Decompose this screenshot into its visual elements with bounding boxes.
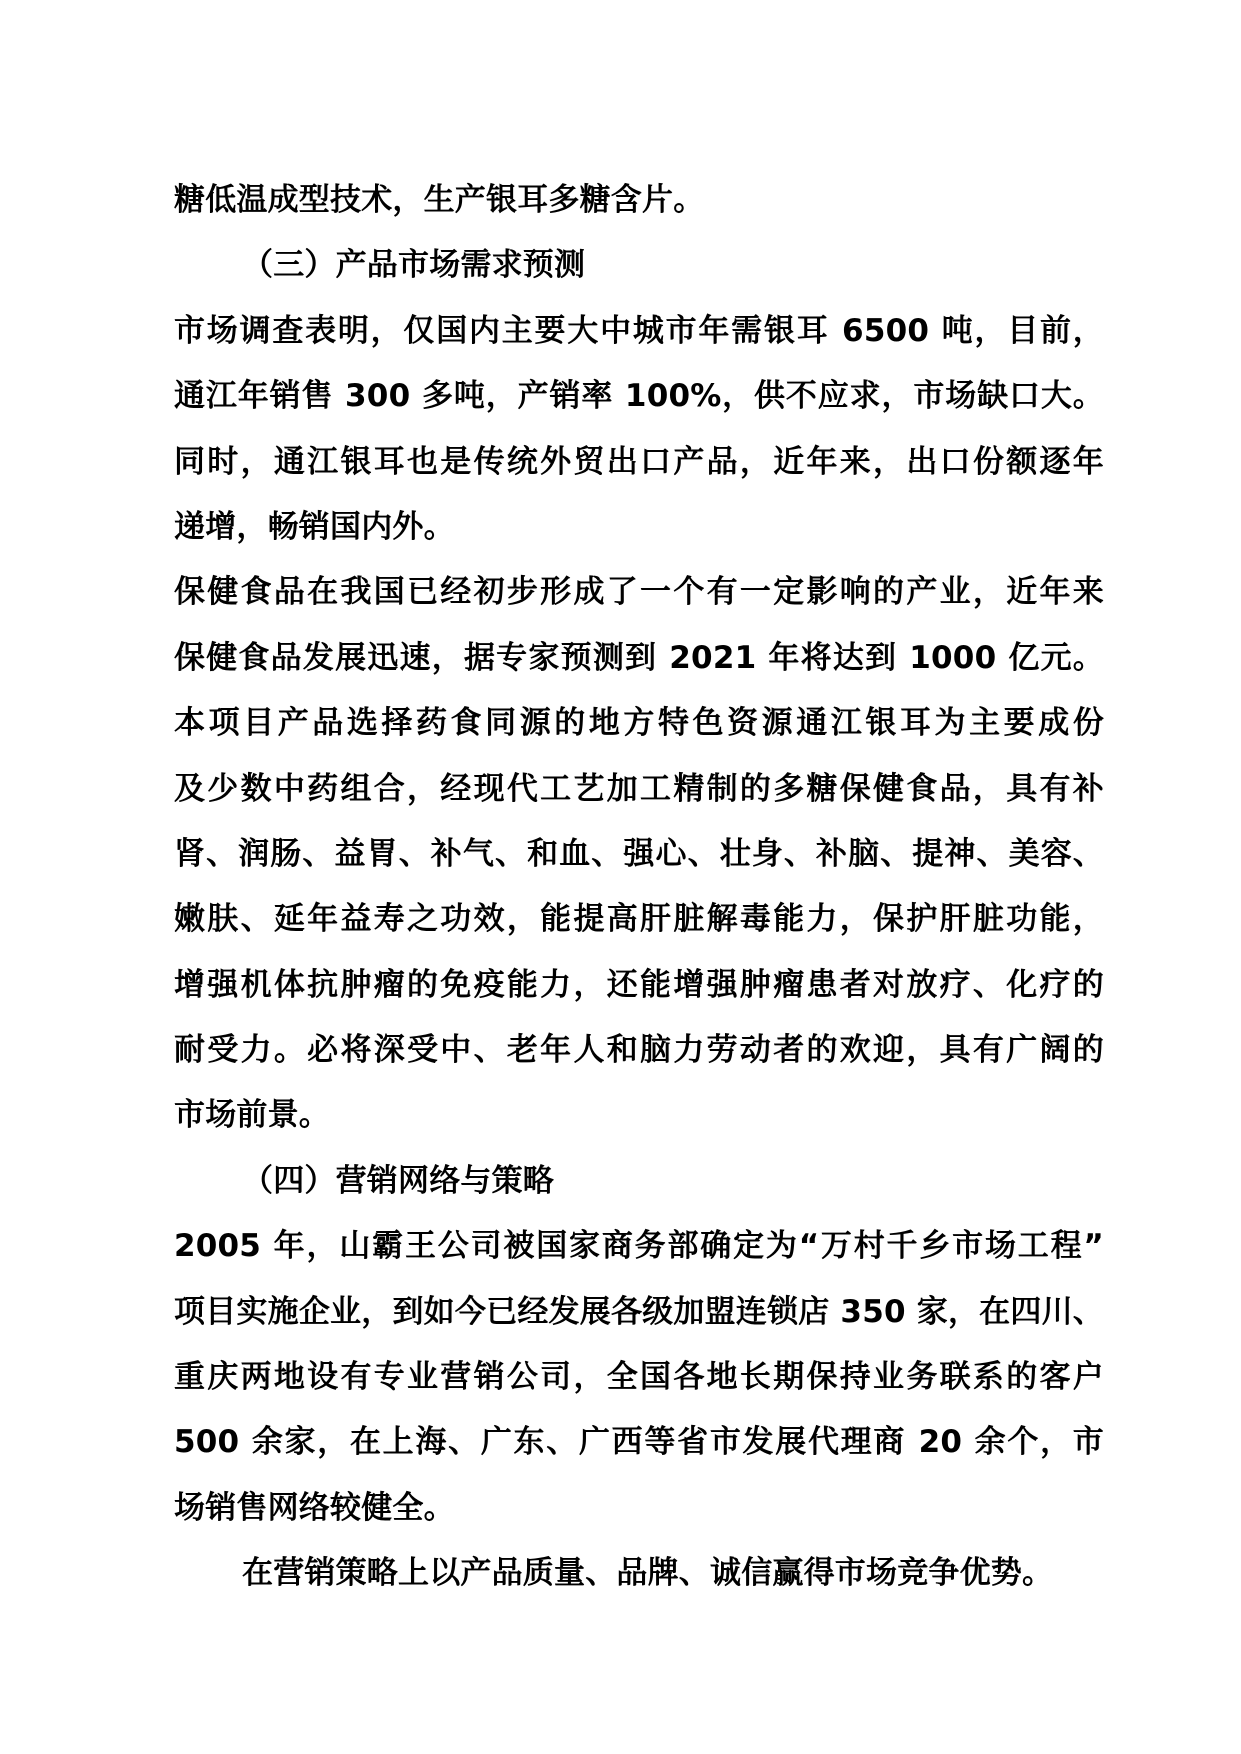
paragraph-line: 本项目产品选择药食同源的地方特色资源通江银耳为主要成份 — [174, 705, 1104, 742]
paragraph-line: 及少数中药组合，经现代工艺加工精制的多糖保健食品，具有补 — [174, 770, 1104, 807]
paragraph-line: 糖低温成型技术，生产银耳多糖含片。 — [174, 182, 705, 218]
paragraph-line: 重庆两地设有专业营销公司，全国各地长期保持业务联系的客户 — [174, 1359, 1104, 1396]
paragraph-line: 保健食品发展迅速，据专家预测到 2021 年将达到 1000 亿元。 — [174, 639, 1104, 676]
paragraph-line: 在营销策略上以产品质量、品牌、诚信赢得市场竞争优势。 — [242, 1555, 1054, 1592]
paragraph-line: 耐受力。必将深受中、老年人和脑力劳动者的欢迎，具有广阔的 — [174, 1032, 1104, 1069]
paragraph-line: 肾、润肠、益胃、补气、和血、强心、壮身、补脑、提神、美容、 — [174, 835, 1104, 872]
paragraph-line: 500 余家，在上海、广东、广西等省市发展代理商 20 余个，市 — [174, 1424, 1104, 1461]
section-heading-3: （三）产品市场需求预测 — [242, 247, 586, 284]
paragraph-line: 同时，通江银耳也是传统外贸出口产品，近年来，出口份额逐年 — [174, 443, 1104, 480]
paragraph-line: 嫩肤、延年益寿之功效，能提高肝脏解毒能力，保护肝脏功能， — [174, 901, 1104, 938]
document-body — [174, 168, 1104, 1607]
paragraph-line: 市场调查表明，仅国内主要大中城市年需银耳 6500 吨，目前， — [174, 312, 1104, 349]
paragraph-line: 增强机体抗肿瘤的免疫能力，还能增强肿瘤患者对放疗、化疗的 — [174, 966, 1104, 1003]
paragraph-line: 递增，畅销国内外。 — [174, 508, 455, 545]
paragraph-line: 市场前景。 — [174, 1097, 330, 1134]
paragraph-line: 项目实施企业，到如今已经发展各级加盟连锁店 350 家，在四川、 — [174, 1293, 1104, 1330]
paragraph-line: 场销售网络较健全。 — [174, 1489, 455, 1526]
paragraph-line: 2005 年，山霸王公司被国家商务部确定为“万村千乡市场工程” — [174, 1228, 1104, 1265]
paragraph-line: 通江年销售 300 多吨，产销率 100%，供不应求，市场缺口大。 — [174, 378, 1104, 415]
paragraph-line: 保健食品在我国已经初步形成了一个有一定影响的产业，近年来 — [174, 574, 1104, 611]
section-heading-4: （四）营销网络与策略 — [242, 1162, 554, 1199]
